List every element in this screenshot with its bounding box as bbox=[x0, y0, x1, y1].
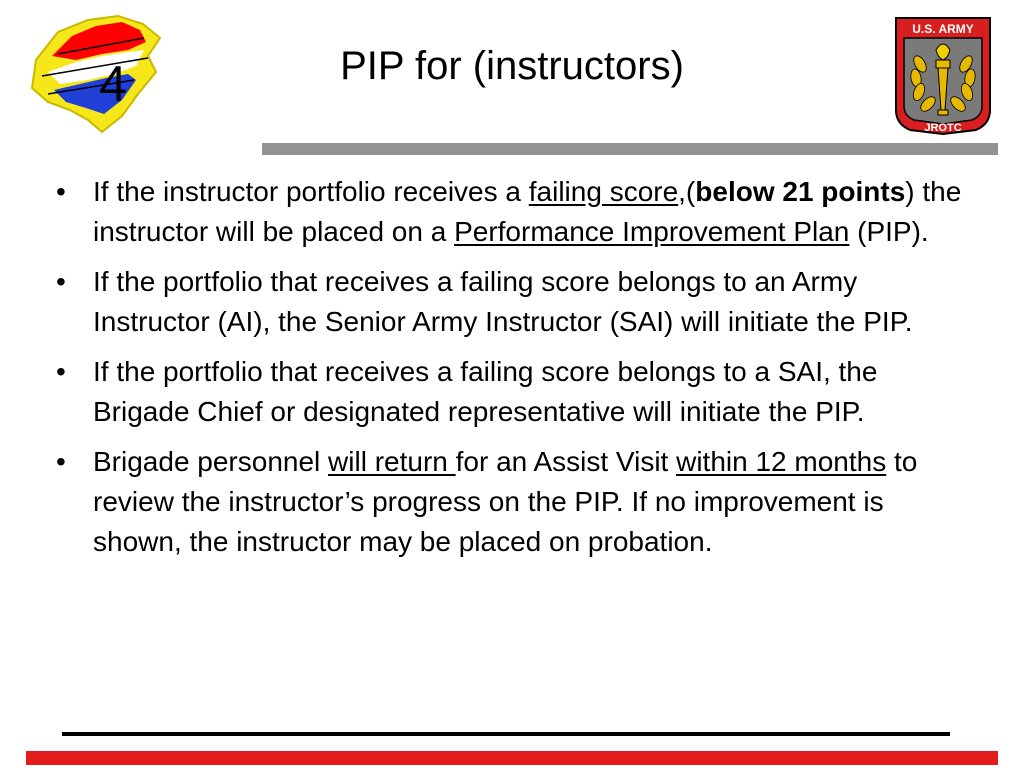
bullet-item bbox=[40, 262, 975, 342]
bullet-text: If the portfolio that receives a failing score belongs to a SAI, the Brigade Chief or designated representative will initiate the PIP. bbox=[93, 356, 878, 427]
header-rule bbox=[262, 143, 998, 155]
bullet-dot-icon: • bbox=[56, 176, 66, 207]
underlined-text: within 12 months bbox=[676, 446, 887, 477]
bullet-item bbox=[40, 172, 975, 252]
jrotc-shield-icon bbox=[892, 14, 994, 136]
bullet-text: If the instructor portfolio receives a bbox=[93, 176, 529, 207]
bullet-item bbox=[40, 352, 975, 432]
footer-rule-red bbox=[26, 751, 998, 765]
bold-text: below 21 points bbox=[695, 176, 906, 207]
bullet-dot-icon: • bbox=[56, 446, 66, 477]
underlined-text: Performance Improvement Plan bbox=[454, 216, 850, 247]
bullet-dot-icon: • bbox=[56, 266, 66, 297]
badge-top-text: U.S. ARMY bbox=[912, 22, 974, 36]
page-title: PIP for (instructors) bbox=[340, 44, 684, 88]
badge-bottom-text: JROTC bbox=[924, 122, 962, 134]
bullet-text: for an Assist Visit bbox=[455, 446, 677, 477]
bullet-text: ,( bbox=[678, 176, 696, 207]
bullet-text: ) the instructor will be placed on a bbox=[93, 176, 962, 247]
bullet-text: Brigade personnel bbox=[93, 446, 329, 477]
bullet-text: If the portfolio that receives a failing score belongs to an Army Instructor (AI), the Senior Army Instructor (SAI) will initiate the PIP. bbox=[93, 266, 913, 337]
bullet-text: to review the instructor’s progress on the PIP. If no improvement is shown, the instructor may be placed on probation. bbox=[93, 446, 918, 557]
bullet-item bbox=[40, 442, 975, 562]
underlined-text: failing score bbox=[528, 176, 679, 207]
footer-rule-black bbox=[62, 732, 950, 736]
brigade-number: 4 bbox=[99, 56, 127, 112]
bullet-dot-icon: • bbox=[56, 356, 66, 387]
underlined-text: will return bbox=[328, 446, 456, 477]
brigade-logo bbox=[18, 10, 166, 138]
bullet-list bbox=[40, 172, 975, 572]
bullet-text: (PIP). bbox=[849, 216, 929, 247]
jrotc-badge bbox=[892, 14, 994, 136]
